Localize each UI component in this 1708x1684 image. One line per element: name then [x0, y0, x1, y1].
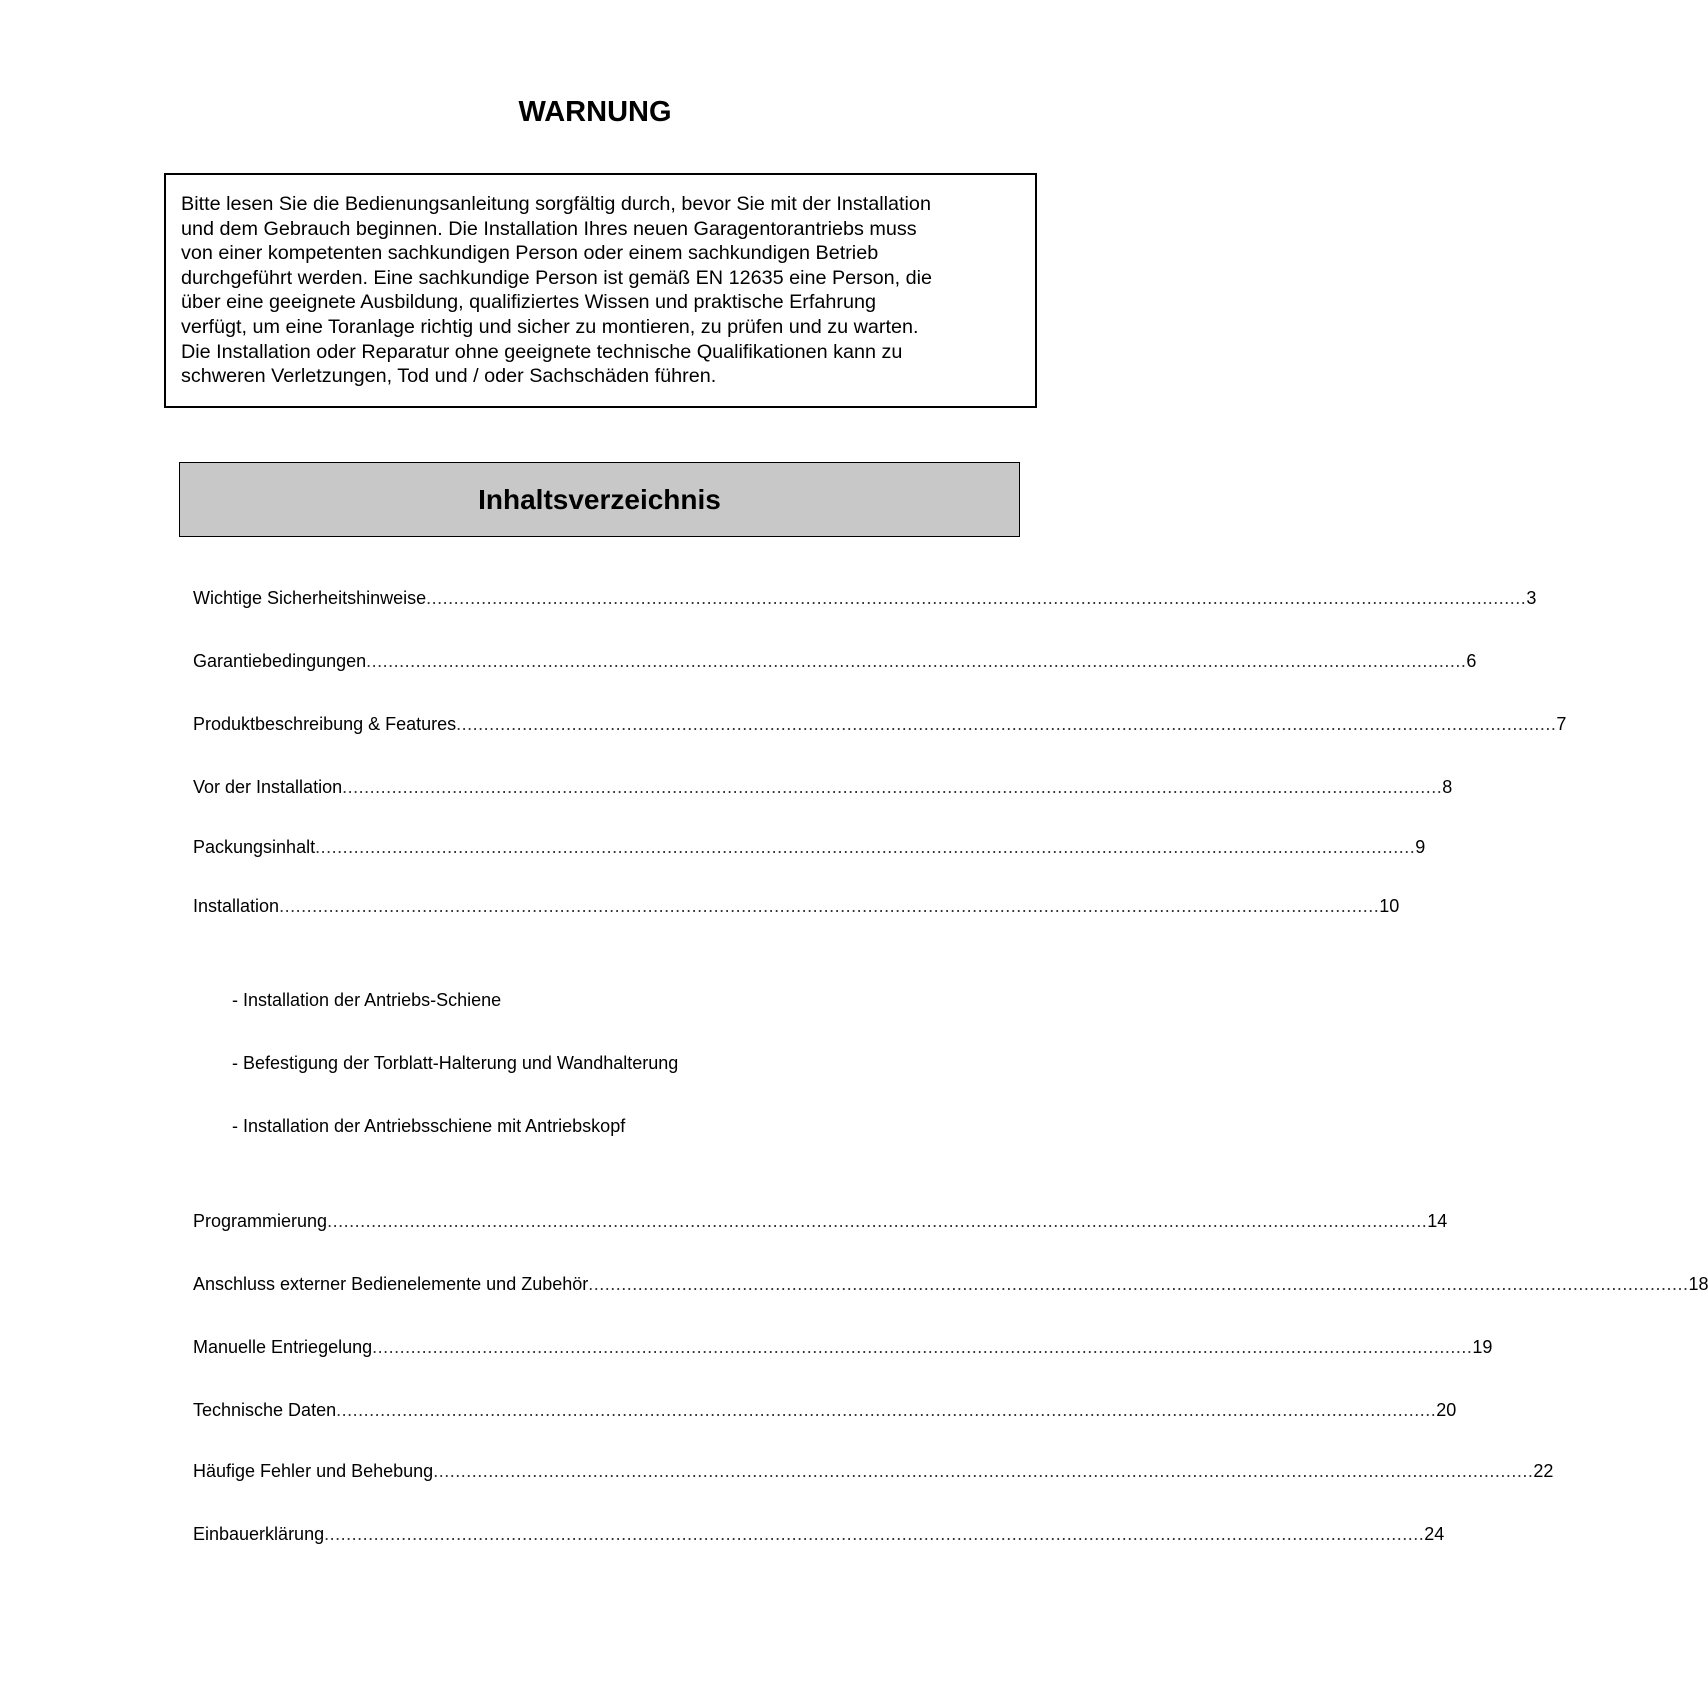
toc-entry-page: 20 — [1436, 1400, 1457, 1420]
toc-leader: ........................................................................................................................................................................................................ — [336, 1400, 1437, 1420]
warning-title: WARNUNG — [518, 96, 672, 128]
toc-entry — [193, 650, 1477, 672]
toc-entry-label: Anschluss externer Bedienelemente und Zubehör — [193, 1274, 589, 1294]
toc-entry — [193, 895, 1400, 917]
toc-leader: ........................................................................................................................................................................................................ — [366, 651, 1467, 671]
toc-entry-page: 10 — [1379, 896, 1400, 916]
toc-leader: ........................................................................................................................................................................................................ — [315, 837, 1416, 857]
toc-entry — [193, 1336, 1493, 1358]
toc-entry-page: 18 — [1688, 1274, 1708, 1294]
toc-leader: ........................................................................................................................................................................................................ — [456, 714, 1557, 734]
toc-leader: ........................................................................................................................................................................................................ — [324, 1524, 1425, 1544]
toc-entry-page: 8 — [1442, 777, 1453, 797]
toc-entry-label: Garantiebedingungen — [193, 651, 367, 671]
toc-leader: ........................................................................................................................................................................................................ — [588, 1274, 1689, 1294]
toc-entry-label: Produktbeschreibung & Features — [193, 714, 457, 734]
toc-entry-page: 9 — [1415, 837, 1426, 857]
toc-leader: ........................................................................................................................................................................................................ — [433, 1461, 1534, 1481]
toc-entry-page: 22 — [1533, 1461, 1554, 1481]
toc-entry-label: Installation — [193, 896, 280, 916]
toc-leader: ........................................................................................................................................................................................................ — [372, 1337, 1473, 1357]
toc-leader: ........................................................................................................................................................................................................ — [426, 588, 1527, 608]
toc-subitem: - Befestigung der Torblatt-Halterung und Wandhalterung — [232, 1053, 679, 1073]
toc-entry — [193, 1523, 1445, 1545]
toc-entry-page: 3 — [1526, 588, 1537, 608]
toc-entry-label: Packungsinhalt — [193, 837, 316, 857]
toc-leader: ........................................................................................................................................................................................................ — [342, 777, 1443, 797]
toc-entry — [193, 776, 1453, 798]
toc-subitem: - Installation der Antriebsschiene mit Antriebskopf — [232, 1116, 626, 1136]
toc-leader: ........................................................................................................................................................................................................ — [327, 1211, 1428, 1231]
toc-entry — [193, 587, 1537, 609]
toc-entry-page: 14 — [1427, 1211, 1448, 1231]
toc-entry — [193, 1460, 1554, 1482]
toc-entry — [193, 836, 1426, 858]
toc-subitem: - Installation der Antriebs-Schiene — [232, 990, 502, 1010]
toc-entry-label: Wichtige Sicherheitshinweise — [193, 588, 427, 608]
toc-entry-label: Vor der Installation — [193, 777, 343, 797]
toc-entry-page: 19 — [1472, 1337, 1493, 1357]
toc-header — [179, 462, 1020, 537]
toc-leader: ........................................................................................................................................................................................................ — [279, 896, 1380, 916]
toc-entry-label: Häufige Fehler und Behebung — [193, 1461, 434, 1481]
toc-entry — [193, 1399, 1457, 1421]
toc-entry — [193, 1210, 1448, 1232]
warning-text: Bitte lesen Sie die Bedienungsanleitung sorgfältig durch, bevor Sie mit der Installation und dem Gebrauch beginnen. Die Installation Ihres neuen Garagentorantriebs muss von einer kompetenten sachkundigen Person oder einem sachkundigen Betrieb durchgeführt werden. Eine sachkundige Person ist gemäß EN 12635 eine Person, die über eine geeignete Ausbildung, qualifiziertes Wissen und praktische Erfahrung verfügt, um eine Toranlage richtig und sicher zu montieren, zu prüfen und zu warten. Die Installation oder Reparatur ohne geeignete technische Qualifikationen kann zu schweren Verletzungen, Tod und / oder Sachschäden führen. — [181, 193, 933, 388]
toc-entry-page: 7 — [1556, 714, 1567, 734]
warning-box — [164, 173, 1037, 408]
toc-title: Inhaltsverzeichnis — [478, 483, 721, 515]
toc-entry-page: 6 — [1466, 651, 1477, 671]
toc-entry — [193, 713, 1567, 735]
toc-entry-label: Manuelle Entriegelung — [193, 1337, 373, 1357]
toc-entry-label: Einbauerklärung — [193, 1524, 325, 1544]
toc-entry-label: Programmierung — [193, 1211, 328, 1231]
toc-entry-label: Technische Daten — [193, 1400, 337, 1420]
toc-entry-page: 24 — [1424, 1524, 1445, 1544]
toc-entry — [193, 1273, 1708, 1295]
